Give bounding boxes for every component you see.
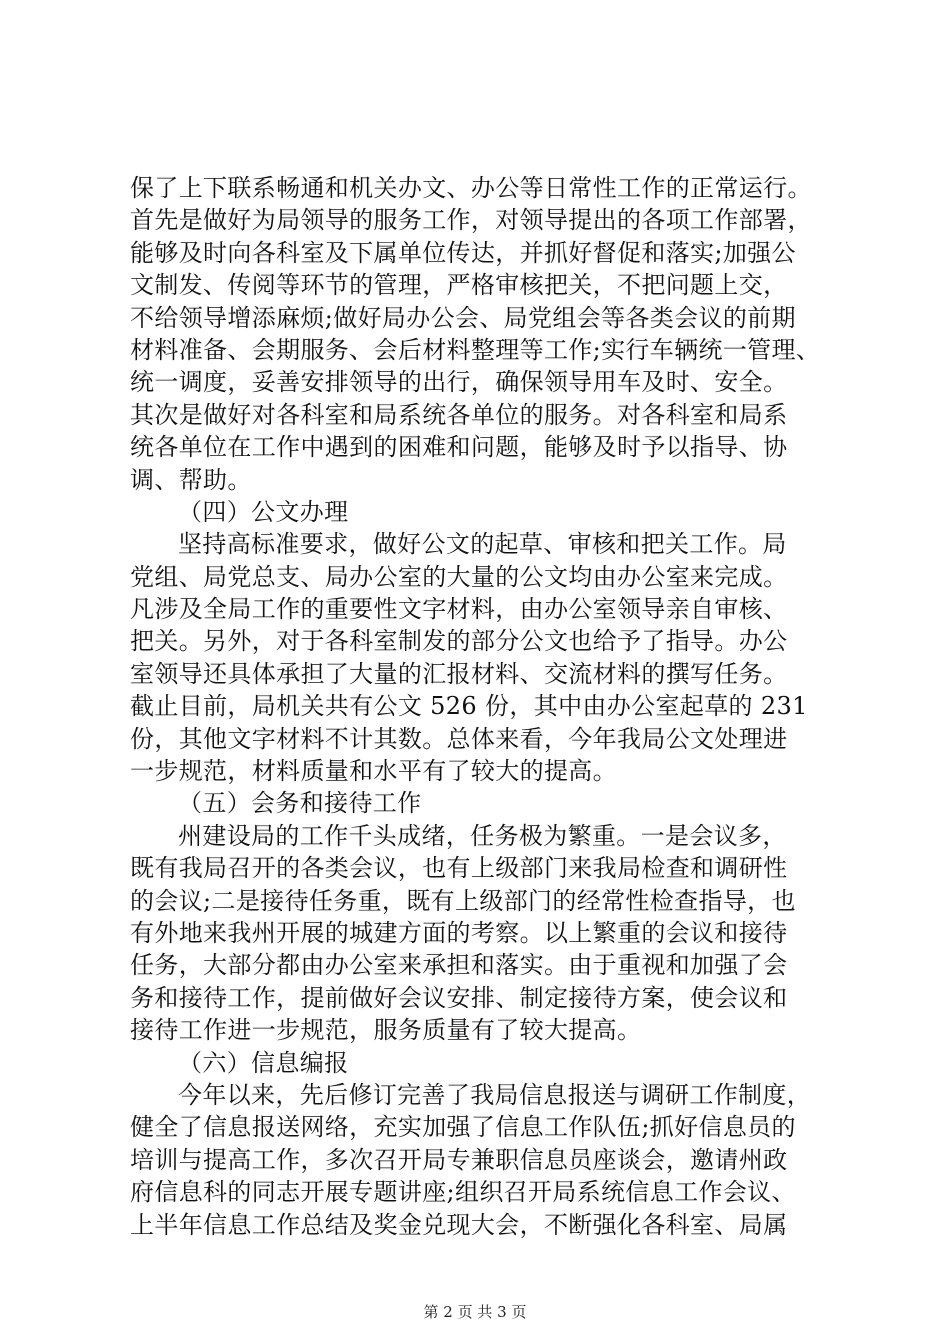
document-body [130, 172, 836, 1241]
text-line: 府信息科的同志开展专题讲座;组织召开局系统信息工作会议、 [130, 1178, 796, 1207]
text-line: 党组、局党总支、局办公室的大量的公文均由办公室来完成。 [130, 562, 788, 591]
text-line: 统一调度，妥善安排领导的出行，确保领导用车及时、安全。 [130, 368, 788, 397]
text-line: 培训与提高工作，多次召开局专兼职信息员座谈会，邀请州政 [130, 1145, 788, 1174]
text-line: 文制发、传阅等环节的管理，严格审核把关，不把问题上交， [130, 271, 788, 300]
text-line: 统各单位在工作中遇到的困难和问题，能够及时予以指导、协 [130, 433, 788, 462]
text-line: 其次是做好对各科室和局系统各单位的服务。对各科室和局系 [130, 400, 788, 429]
text-line: 首先是做好为局领导的服务工作，对领导提出的各项工作部署， [130, 206, 812, 235]
text-line: 既有我局召开的各类会议，也有上级部门来我局检查和调研性 [130, 854, 788, 883]
section-heading: （五）会务和接待工作 [178, 789, 422, 818]
text-line: 上半年信息工作总结及奖金兑现大会，不断强化各科室、局属 [130, 1210, 788, 1239]
text-line: 室领导还具体承担了大量的汇报材料、交流材料的撰写任务。 [130, 659, 788, 688]
text-line: 一步规范，材料质量和水平有了较大的提高。 [130, 757, 617, 786]
text-line: 有外地来我州开展的城建方面的考察。以上繁重的会议和接待 [130, 918, 788, 947]
text-line: 份，其他文字材料不计其数。总体来看，今年我局公文处理进 [130, 724, 788, 753]
page-footer [0, 1302, 950, 1322]
text-line: 把关。另外，对于各科室制发的部分公文也给予了指导。办公 [130, 627, 788, 656]
paragraph-first-line: 州建设局的工作千头成绪，任务极为繁重。一是会议多， [178, 821, 787, 850]
text-line: 能够及时向各科室及下属单位传达，并抓好督促和落实;加强公 [130, 238, 796, 267]
text-line: 调、帮助。 [130, 465, 252, 494]
text-line: 不给领导增添麻烦;做好局办公会、局党组会等各类会议的前期 [130, 303, 796, 332]
section-heading: （四）公文办理 [178, 497, 349, 526]
text-line: 健全了信息报送网络，充实加强了信息工作队伍;抓好信息员的 [130, 1113, 796, 1142]
text-line: 任务，大部分都由办公室来承担和落实。由于重视和加强了会 [130, 951, 788, 980]
page-indicator: 第 2 页 共 3 页 [423, 1303, 527, 1321]
text-line: 务和接待工作，提前做好会议安排、制定接待方案，使会议和 [130, 983, 788, 1012]
paragraph-first-line: 坚持高标准要求，做好公文的起草、审核和把关工作。局 [178, 530, 787, 559]
section-heading: （六）信息编报 [178, 1048, 349, 1077]
text-line: 截止目前，局机关共有公文 526 份，其中由办公室起草的 231 [130, 692, 808, 721]
paragraph-first-line: 今年以来，先后修订完善了我局信息报送与调研工作制度， [178, 1080, 812, 1109]
text-line: 的会议;二是接待任务重，既有上级部门的经常性检查指导，也 [130, 886, 796, 915]
text-line: 保了上下联系畅通和机关办文、办公等日常性工作的正常运行。 [130, 174, 812, 202]
text-line: 接待工作进一步规范，服务质量有了较大提高。 [130, 1016, 642, 1045]
text-line: 凡涉及全局工作的重要性文字材料，由办公室领导亲自审核、 [130, 595, 788, 624]
text-line: 材料准备、会期服务、会后材料整理等工作;实行车辆统一管理、 [130, 335, 821, 364]
